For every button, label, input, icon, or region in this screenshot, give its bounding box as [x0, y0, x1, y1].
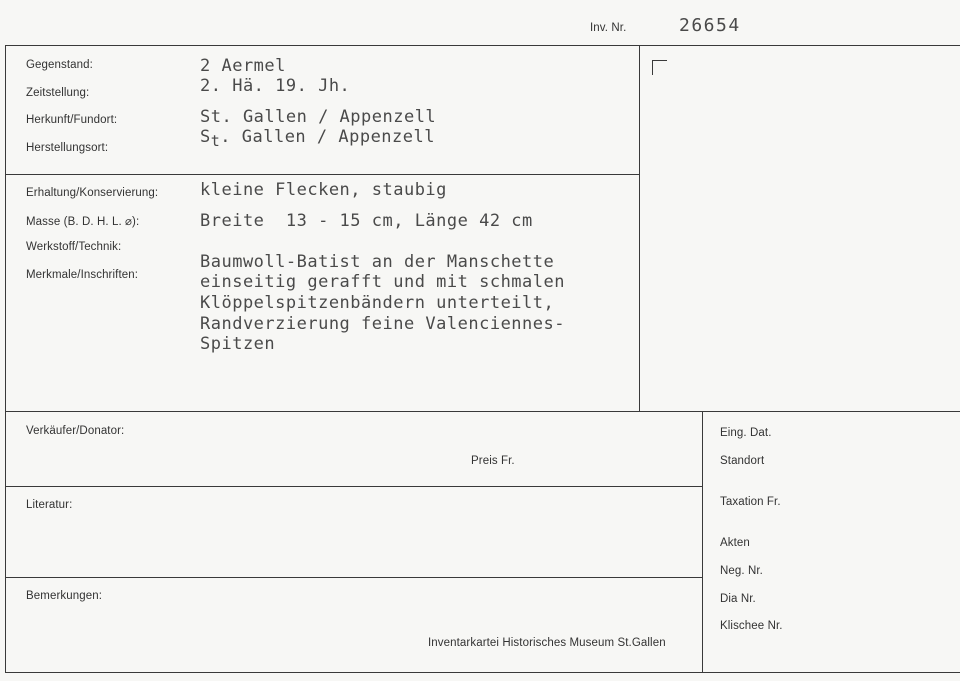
herstellungsort-prefix: S — [200, 127, 211, 147]
section-rule-1 — [5, 174, 639, 175]
column-divider-lower — [702, 411, 703, 673]
section-rule-3 — [5, 486, 703, 487]
left-border — [5, 45, 6, 672]
label-zeitstellung: Zeitstellung: — [26, 87, 90, 99]
section-rule-2 — [5, 411, 960, 412]
description-line-1: Baumwoll-Batist an der Manschette — [200, 252, 555, 272]
inv-nr-label: Inv. Nr. — [590, 22, 627, 34]
bottom-rule — [5, 672, 960, 673]
label-akten: Akten — [720, 537, 750, 549]
label-verkaeufer: Verkäufer/Donator: — [26, 425, 125, 437]
value-herstellungsort — [200, 127, 435, 150]
label-erhaltung: Erhaltung/Konservierung: — [26, 187, 159, 199]
corner-mark — [652, 60, 667, 75]
label-standort: Standort — [720, 455, 765, 467]
label-neg-nr: Neg. Nr. — [720, 565, 763, 577]
inv-nr-value: 26654 — [679, 15, 741, 36]
footer-institution: Inventarkartei Historisches Museum St.Gallen — [428, 637, 666, 649]
label-preis: Preis Fr. — [471, 455, 515, 467]
value-erhaltung: kleine Flecken, staubig — [200, 180, 447, 200]
label-herstellungsort: Herstellungsort: — [26, 142, 109, 154]
label-gegenstand: Gegenstand: — [26, 59, 93, 71]
description-line-5: Spitzen — [200, 334, 276, 354]
label-taxation: Taxation Fr. — [720, 496, 781, 508]
description-line-4: Randverzierung feine Valenciennes- — [200, 314, 565, 334]
label-werkstoff: Werkstoff/Technik: — [26, 241, 122, 253]
value-masse: Breite 13 - 15 cm, Länge 42 cm — [200, 211, 533, 231]
label-dia-nr: Dia Nr. — [720, 593, 756, 605]
label-herkunft: Herkunft/Fundort: — [26, 114, 118, 126]
column-divider-upper — [639, 45, 640, 412]
herstellungsort-subscript: t — [210, 132, 221, 150]
herstellungsort-rest: . Gallen / Appenzell — [220, 127, 435, 147]
description-line-2: einseitig gerafft und mit schmalen — [200, 272, 565, 292]
top-rule — [5, 45, 960, 46]
section-rule-4 — [5, 577, 703, 578]
label-klischee-nr: Klischee Nr. — [720, 620, 783, 632]
label-literatur: Literatur: — [26, 499, 73, 511]
description-line-3: Klöppelspitzenbändern unterteilt, — [200, 293, 555, 313]
label-eing-dat: Eing. Dat. — [720, 427, 772, 439]
label-masse: Masse (B. D. H. L. ⌀): — [26, 216, 140, 228]
label-bemerkungen: Bemerkungen: — [26, 590, 102, 602]
label-merkmale: Merkmale/Inschriften: — [26, 269, 139, 281]
value-zeitstellung: 2. Hä. 19. Jh. — [200, 76, 351, 96]
value-gegenstand: 2 Aermel — [200, 56, 286, 76]
value-herkunft: St. Gallen / Appenzell — [200, 107, 437, 127]
